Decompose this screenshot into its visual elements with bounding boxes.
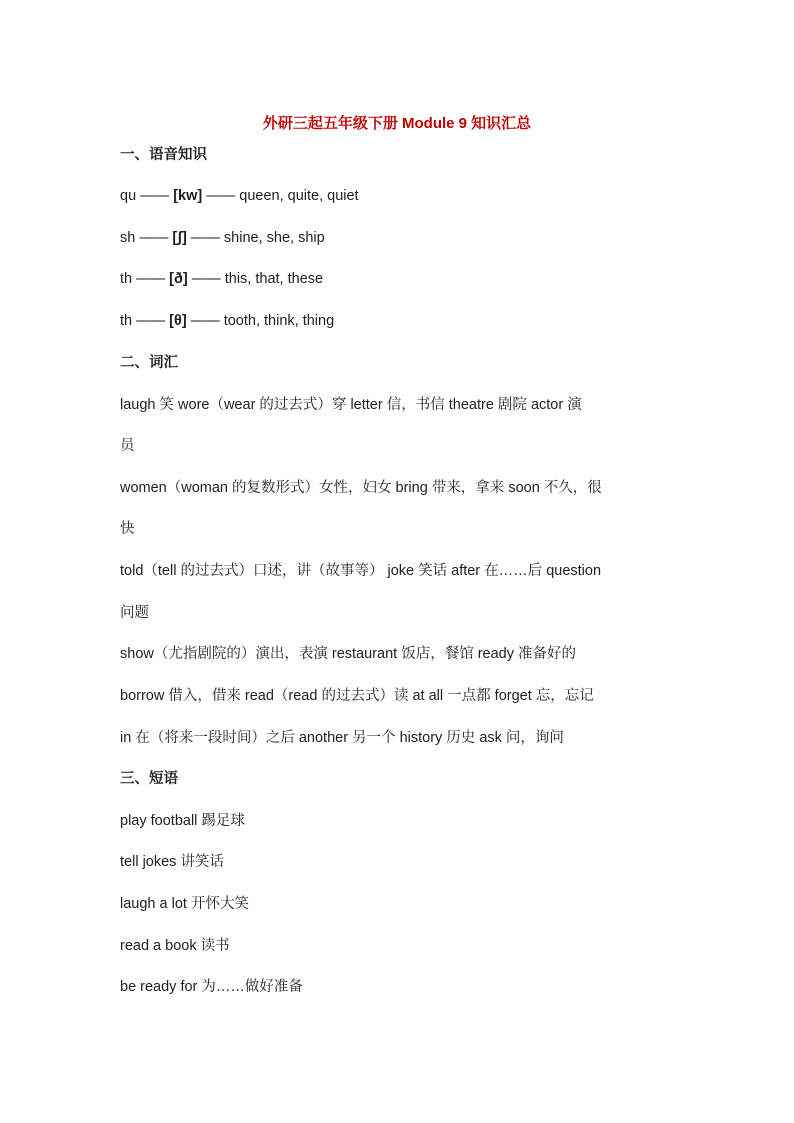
phonics-letters: qu —— [120,188,170,204]
phrase-line: play football 踢足球 [120,813,245,829]
vocab-line: in 在（将来一段时间）之后 another 另一个 history 历史 ask 问，询问 [120,730,564,746]
phrase-line: tell jokes 讲笑话 [120,854,224,870]
vocab-line: borrow 借入，借来 read（read 的过去式）读 at all 一点都 forget 忘，忘记 [120,688,594,704]
phonics-letters: sh —— [120,230,169,246]
phonics-letters: th —— [120,271,166,287]
vocab-line: 员 [120,438,135,454]
phrase-line: read a book 读书 [120,938,230,954]
vocab-line: 快 [120,521,135,537]
phonics-ipa: [kw] [173,188,203,204]
phonics-words: —— tooth, think, thing [190,313,335,329]
phrase-line: laugh a lot 开怀大笑 [120,896,249,912]
section-heading-vocab: 二、词汇 [120,355,178,371]
vocab-line: 问题 [120,605,149,621]
vocab-line: told（tell 的过去式）口述，讲（故事等） joke 笑话 after 在……后 question [120,563,602,579]
phonics-row [120,311,680,331]
section-heading-phonics: 一、语音知识 [120,147,207,163]
document-title: 外研三起五年级下册 Module 9 知识汇总 [262,115,532,132]
phonics-ipa: [θ] [169,313,187,329]
phonics-row [120,228,680,248]
phonics-words: —— this, that, these [191,271,324,287]
phrase-line: be ready for 为……做好准备 [120,979,303,995]
vocab-line: show（尤指剧院的）演出，表演 restaurant 饭店，餐馆 ready 准备好的 [120,646,577,662]
phonics-letters: th —— [120,313,166,329]
phonics-ipa: [ʃ] [172,230,187,246]
vocab-line: laugh 笑 wore（wear 的过去式）穿 letter 信，书信 theatre 剧院 actor 演 [120,397,582,413]
phonics-row [120,186,680,206]
phonics-row [120,269,680,289]
vocab-line: women（woman 的复数形式）女性，妇女 bring 带来，拿来 soon 不久，很 [120,480,602,496]
phonics-words: —— queen, quite, quiet [206,188,359,204]
phonics-words: —— shine, she, ship [190,230,325,246]
phonics-ipa: [ð] [169,271,188,287]
section-heading-phrases: 三、短语 [120,771,178,787]
